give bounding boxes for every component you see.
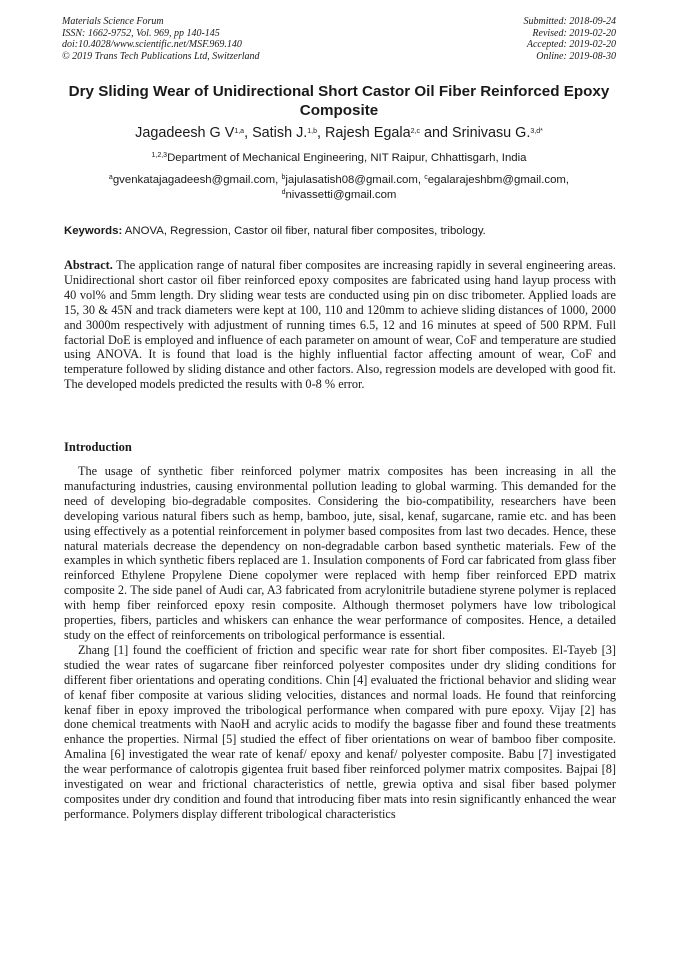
email-separator: , <box>417 174 425 186</box>
email-address: egalarajeshbm@gmail.com <box>427 174 566 186</box>
introduction-body <box>64 464 616 822</box>
author-name: Jagadeesh G V <box>135 125 235 141</box>
author-name: Satish J. <box>252 125 308 141</box>
email-address: jajulasatish08@gmail.com <box>285 174 418 186</box>
email-list <box>62 173 616 202</box>
date-accepted: Accepted: 2019-02-20 <box>526 39 616 50</box>
email-sup: d <box>281 188 286 196</box>
email-separator: , <box>275 174 282 186</box>
keywords <box>64 224 616 238</box>
author-affiliation-sup: 3,d* <box>530 128 543 135</box>
author-list <box>40 124 638 142</box>
abstract <box>64 258 616 392</box>
email-sup: b <box>281 174 286 181</box>
affiliation-text: Department of Mechanical Engineering, NIT Raipur, Chhattisgarh, India <box>167 152 527 164</box>
affiliation-sup: 1,2,3 <box>151 152 168 159</box>
email-sup: a <box>108 174 113 181</box>
author-affiliation-sup: 1,b <box>307 128 318 135</box>
body-paragraph: Zhang [1] found the coefficient of friction and specific wear rate for short fiber composites. El-Tayeb [3] studied the wear rates of sugarcane fiber reinforced polyester composites under dry sliding conditions for different fiber orientations and operating conditions. Chin [4] evaluated the frictional behavior and sliding wear of kenaf fiber composite at various sliding velocities, distances and normal loads. He found that reinforcing kenaf fiber in epoxy improved the tribological performance when compared with pure epoxy. Vijay [2] has done chemical treatments with NaoH and acrylic acids to modify the bagasse fiber and found these treatments enhance the properties. Nirmal [5] studied the effect of fiber orientations on wear of bamboo fiber composite. Amalina [6] investigated the wear rate of kenaf/ epoxy and kenaf/ polyester composite. Babu [7] investigated the wear performance of calotropis gigentea fruit based fiber reinforced polymer matrix composites. Bajpai [8] investigated on wear and frictional characteristics of nettle, grewia optiva and sisal fiber based polymer composites under dry condition and found that introducing fiber mats into resin significantly enhanced the wear performance. Polymers display different tribological characteristics <box>64 642 616 821</box>
journal-copyright: © 2019 Trans Tech Publications Ltd, Switzerland <box>62 50 260 62</box>
author-affiliation-sup: 1,a <box>234 128 245 135</box>
paper-title: Dry Sliding Wear of Unidirectional Short Castor Oil Fiber Reinforced Epoxy Composite <box>68 83 610 119</box>
author-affiliation-sup: 2,c <box>410 128 420 135</box>
author-name: Srinivasu G. <box>451 125 531 141</box>
author-separator: , <box>244 125 253 141</box>
journal-doi: doi:10.4028/www.scientific.net/MSF.969.140 <box>62 39 242 50</box>
keywords-text: ANOVA, Regression, Castor oil fiber, natural fiber composites, tribology. <box>124 225 486 237</box>
journal-info <box>62 16 260 62</box>
section-heading-introduction: Introduction <box>64 440 132 454</box>
email-address: gvenkatajagadeesh@gmail.com <box>112 174 276 186</box>
author-separator: , <box>317 125 326 141</box>
author-separator: and <box>419 125 452 141</box>
email-sup: c <box>424 174 428 181</box>
keywords-label: Keywords: <box>64 225 123 237</box>
author-name: Rajesh Egala <box>325 125 411 141</box>
journal-name: Materials Science Forum <box>62 16 164 27</box>
date-submitted: Submitted: 2018-09-24 <box>523 16 616 27</box>
abstract-label: Abstract. <box>64 258 113 272</box>
date-online: Online: 2019-08-30 <box>536 50 616 62</box>
affiliation <box>62 151 616 165</box>
abstract-text: The application range of natural fiber composites are increasing rapidly in several engineering areas. Unidirectional short castor oil fiber reinforced epoxy composites are fabricated using hand layup process with 40 vol% and 5mm length. Dry sliding wear tests are conducted using pin on disc tribometer. Applied loads are 15, 30 & 45N and track diameters were kept at 100, 110 and 120mm to achieve sliding distances of 1000, 2000 and 3000m respectively with adjustment of running times 6.5, 12 and 16 minutes at speed of 500 RPM. Full factorial DoE is employed and influence of each parameter on amount of wear, CoF and temperature are studied using ANOVA. It is found that load is the highly influential factor affecting amount of wear, CoF and temperature followed by sliding distance and other factors. Also, regression models are developed with good fit. The developed models predicted the results with 0-8 % error. <box>64 258 616 392</box>
email-address: nivassetti@gmail.com <box>285 188 397 201</box>
date-revised: Revised: 2019-02-20 <box>532 27 616 39</box>
paper-dates <box>524 16 617 62</box>
body-paragraph: The usage of synthetic fiber reinforced polymer matrix composites has been increasing in all the manufacturing industries, causing environmental pollution leading to global warming. This demanded for the need of developing bio-degradable composites. Considering the bio-compatibility, researchers have been developing various natural fibers such as hemp, bamboo, jute, sisal, kenaf, sugarcane, ramie etc. and has been using effectively as a potential reinforcement in polymer based composites from last two decades. Hence, these natural materials decrease the dependency on non-degradable carbon based synthetic materials. Few of the examples in which synthetic fibers replaced are 1. Insulation components of Ford car fabricated from glass fiber reinforced Ethylene Propylene Diene copolymer were replaced with hemp fiber reinforced EPD matrix composite 2. The side panel of Audi car, A3 fabricated from acrylonitrile butadiene styrene polymer is replaced with hemp fiber reinforced epoxy resin composite. Although thermoset polymers have low tribological properties, fibers, particles and whiskers can enhance the wear performance of composites. Hence, a detailed study on the effect of reinforcements on tribological performance is essential. <box>64 464 616 642</box>
email-separator: , <box>565 174 570 186</box>
journal-issn: ISSN: 1662-9752, Vol. 969, pp 140-145 <box>62 27 220 39</box>
